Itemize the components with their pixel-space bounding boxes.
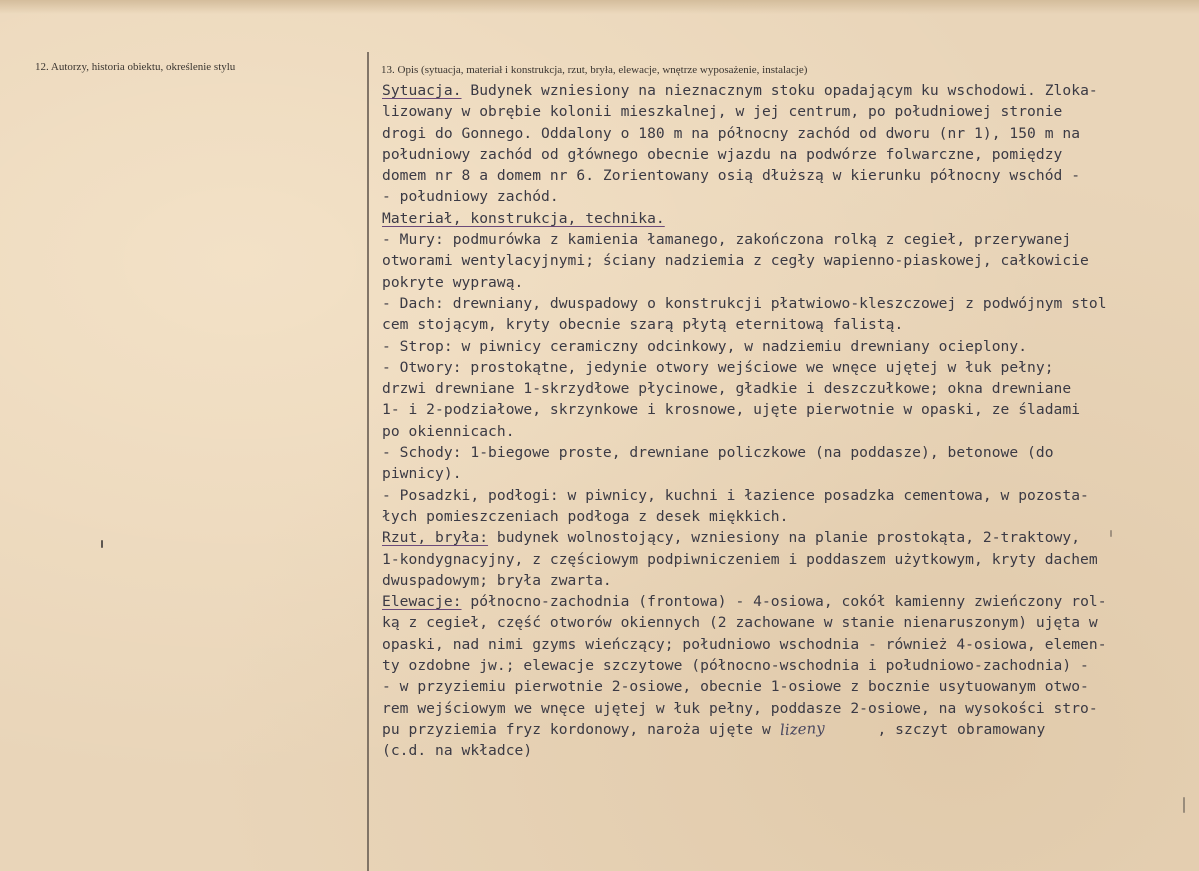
section-13-header: 13. Opis (sytuacja, materiał i konstrukcja, rzut, bryła, elewacje, wnętrze wyposażenie, instalacje) xyxy=(381,64,808,76)
text-line xyxy=(382,208,1199,229)
text-line: - Strop: w piwnicy ceramiczny odcinkowy, w nadziemiu drewniany ocieplony. xyxy=(382,337,1028,355)
handwritten-insert: lizeny xyxy=(779,718,825,740)
section-label-elewacje: Elewacje: xyxy=(382,593,462,611)
section-label-material: Materiał, konstrukcja, technika. xyxy=(382,209,665,227)
text-line: - Schody: 1-biegowe proste, drewniane policzkowe (na poddasze), betonowe (do xyxy=(382,444,1054,462)
section-label-sytuacja: Sytuacja. xyxy=(382,82,462,99)
text-span: północno-zachodnia (frontowa) - 4-osiowa, cokół kamienny zwieńczony rol- xyxy=(461,593,1107,611)
text-line xyxy=(382,80,1199,101)
section-12-header: 12. Autorzy, historia obiektu, określenie stylu xyxy=(35,61,236,73)
text-line: po okiennicach. xyxy=(382,422,515,440)
text-line: otworami wentylacyjnymi; ściany nadziemia z cegły wapienno-piaskowej, całkowicie xyxy=(382,252,1089,270)
section-label-rzut: Rzut, bryła: xyxy=(382,529,489,547)
paper-speck xyxy=(101,540,103,548)
text-line: ką z cegieł, część otworów okiennych (2 zachowane w stanie nienaruszonym) ujęta w xyxy=(382,614,1098,632)
text-line xyxy=(382,527,1199,548)
text-line: opaski, nad nimi gzyms wieńczący; południowo wschodnia - również 4-osiowa, elemen- xyxy=(382,635,1107,653)
text-line: - Otwory: prostokątne, jedynie otwory wejściowe we wnęce ujętej w łuk pełny; xyxy=(382,358,1054,376)
text-line: 1-kondygnacyjny, z częściowym podpiwniczeniem i poddaszem użytkowym, kryty dachem xyxy=(382,550,1098,568)
text-line xyxy=(382,591,1199,612)
text-line: rem wejściowym we wnęce ujętej w łuk pełny, poddasze 2-osiowe, na wysokości stro- xyxy=(382,699,1098,717)
text-line xyxy=(382,719,1199,740)
text-line: piwnicy). xyxy=(382,465,462,483)
text-line: łych pomieszczeniach podłoga z desek miękkich. xyxy=(382,507,789,525)
text-line: (c.d. na wkładce) xyxy=(382,742,533,760)
paper-speck xyxy=(1183,797,1185,813)
text-line: drzwi drewniane 1-skrzydłowe płycinowe, gładkie i deszczułkowe; okna drewniane xyxy=(382,380,1072,398)
text-line: cem stojącym, kryty obecnie szarą płytą eternitową falistą. xyxy=(382,316,904,334)
text-line: - Mury: podmurówka z kamienia łamanego, zakończona rolką z cegieł, przerywanej xyxy=(382,231,1072,249)
description-text xyxy=(382,80,1199,762)
text-line: lizowany w obrębie kolonii mieszkalnej, w jej centrum, po południowej stronie xyxy=(382,103,1063,121)
paper-speck xyxy=(1110,530,1112,537)
text-line: 1- i 2-podziałowe, skrzynkowe i krosnowe, ujęte pierwotnie w opaski, ze śladami xyxy=(382,401,1081,419)
text-line: - Dach: drewniany, dwuspadowy o konstrukcji płatwiowo-kleszczowej z podwójnym stol xyxy=(382,294,1107,312)
text-line: dwuspadowym; bryła zwarta. xyxy=(382,571,612,589)
text-line: - Posadzki, podłogi: w piwnicy, kuchni i łazience posadzka cementowa, w pozosta- xyxy=(382,486,1089,504)
text-line: drogi do Gonnego. Oddalony o 180 m na północny zachód od dworu (nr 1), 150 m na xyxy=(382,124,1081,142)
text-span: pu przyziemia fryz kordonowy, naroża ujęte w xyxy=(382,720,780,738)
text-line: pokryte wyprawą. xyxy=(382,273,524,291)
text-line: - w przyziemiu pierwotnie 2-osiowe, obecnie 1-osiowe z bocznie usytuowanym otwo- xyxy=(382,678,1089,696)
text-line: domem nr 8 a domem nr 6. Zorientowany osią dłuższą w kierunku północny wschód - xyxy=(382,167,1081,185)
column-divider xyxy=(367,52,369,871)
text-span: Budynek wzniesiony na nieznacznym stoku opadającym ku wschodowi. Zloka- xyxy=(461,82,1098,99)
text-span: budynek wolnostojący, wzniesiony na planie prostokąta, 2-traktowy, xyxy=(488,529,1081,547)
text-line: południowy zachód od głównego obecnie wjazdu na podwórze folwarczne, pomiędzy xyxy=(382,145,1063,163)
text-span: , szczyt obramowany xyxy=(824,720,1046,738)
text-line: - południowy zachód. xyxy=(382,188,559,206)
left-column xyxy=(0,0,368,871)
text-line: ty ozdobne jw.; elewacje szczytowe (północno-wschodnia i południowo-zachodnia) - xyxy=(382,657,1089,675)
